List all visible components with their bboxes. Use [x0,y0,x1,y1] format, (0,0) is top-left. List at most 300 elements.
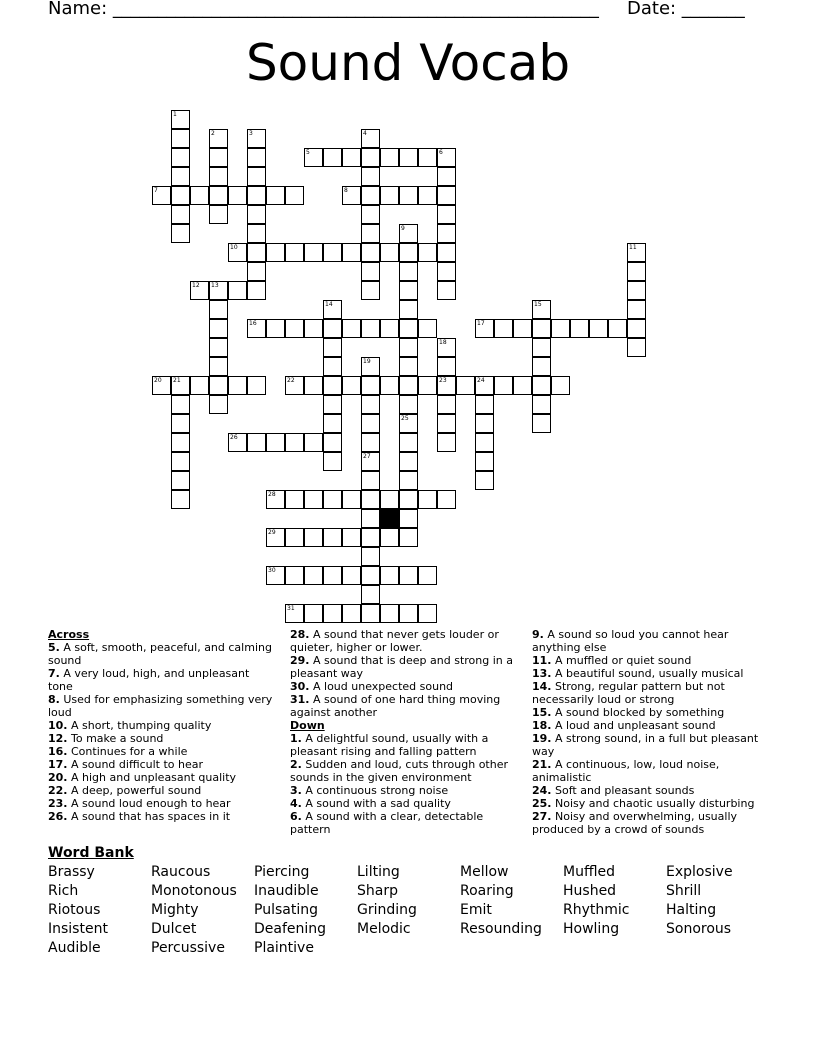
word-bank-item: Roaring [460,883,514,899]
grid-cell[interactable] [228,186,247,205]
word-bank-item: Muffled [563,864,615,880]
grid-cell[interactable] [247,224,266,243]
word-bank-item: Shrill [666,883,702,899]
grid-cell[interactable] [266,528,285,547]
word-bank-item: Sonorous [666,921,732,937]
grid-cell[interactable] [475,319,494,338]
grid-cell[interactable] [361,319,380,338]
grid-cell[interactable] [399,604,418,623]
word-bank-item: Inaudible [254,883,319,899]
grid-cell[interactable] [323,566,342,585]
word-bank-item: Resounding [460,921,542,937]
grid-cell[interactable] [361,433,380,452]
grid-cell[interactable] [380,243,399,262]
clue-number: 4 [363,130,367,137]
grid-cell[interactable] [171,148,190,167]
grid-cell[interactable] [323,452,342,471]
clue-number: 25 [401,415,409,422]
grid-cell[interactable] [418,186,437,205]
grid-cell[interactable] [380,604,399,623]
grid-cell[interactable] [361,224,380,243]
clue-number: 21 [173,377,181,384]
clue-number: 20 [154,377,162,384]
grid-cell[interactable] [399,490,418,509]
across-clue-7: 7. A very loud, high, and unpleasant tone [48,667,250,693]
grid-cell[interactable] [399,566,418,585]
down-clue-11: 11. A muffled or quiet sound [532,654,692,667]
grid-cell[interactable] [437,414,456,433]
grid-cell[interactable] [361,547,380,566]
grid-cell[interactable] [209,319,228,338]
across-clue-17: 17. A sound difficult to hear [48,758,204,771]
down-heading: Down [290,719,325,732]
grid-cell[interactable] [399,471,418,490]
grid-cell[interactable] [323,338,342,357]
grid-cell[interactable] [437,281,456,300]
grid-cell[interactable] [247,319,266,338]
down-clue-9: 9. A sound so loud you cannot hear anything else [532,628,729,654]
grid-cell[interactable] [399,281,418,300]
grid-cell[interactable] [437,357,456,376]
grid-cell[interactable] [361,471,380,490]
grid-cell[interactable] [361,509,380,528]
grid-cell[interactable] [209,357,228,376]
date-field-label: Date: _______ [627,0,745,19]
grid-cell[interactable] [361,566,380,585]
down-clue-19: 19. A strong sound, in a full but pleasant way [532,732,759,758]
down-clue-1: 1. A delightful sound, usually with a pleasant rising and falling pattern [290,732,489,758]
page-title: Sound Vocab [245,34,571,92]
grid-cell[interactable] [361,452,380,471]
grid-cell[interactable] [627,300,646,319]
word-bank-item: Dulcet [151,921,197,937]
clue-number: 7 [154,187,158,194]
grid-cell[interactable] [323,528,342,547]
grid-cell[interactable] [399,224,418,243]
grid-cell[interactable] [418,566,437,585]
grid-cell[interactable] [475,452,494,471]
grid-cell[interactable] [627,338,646,357]
grid-cell[interactable] [418,604,437,623]
word-bank-item: Plaintive [254,940,314,956]
word-bank-item: Halting [666,902,717,918]
grid-cell[interactable] [323,414,342,433]
grid-cell[interactable] [209,205,228,224]
grid-cell[interactable] [323,243,342,262]
grid-cell[interactable] [285,243,304,262]
grid-cell[interactable] [399,338,418,357]
clue-number: 5 [306,149,310,156]
grid-cell[interactable] [152,186,171,205]
grid-cell[interactable] [285,490,304,509]
grid-cell[interactable] [437,224,456,243]
grid-cell[interactable] [399,300,418,319]
grid-cell[interactable] [342,604,361,623]
word-bank-item: Riotous [48,902,101,918]
grid-cell[interactable] [475,376,494,395]
grid-cell[interactable] [171,167,190,186]
grid-cell[interactable] [342,243,361,262]
grid-cell[interactable] [361,129,380,148]
grid-cell[interactable] [532,357,551,376]
down-clue-4: 4. A sound with a sad quality [290,797,451,810]
grid-cell[interactable] [361,376,380,395]
grid-cell[interactable] [209,167,228,186]
grid-cell[interactable] [399,243,418,262]
grid-cell[interactable] [513,319,532,338]
word-bank-item: Monotonous [151,883,237,899]
across-clue-20: 20. A high and unpleasant quality [48,771,237,784]
grid-cell[interactable] [209,129,228,148]
down-clue-24: 24. Soft and pleasant sounds [532,784,695,797]
grid-cell[interactable] [551,376,570,395]
grid-cell[interactable] [247,205,266,224]
grid-cell[interactable] [399,509,418,528]
grid-cell[interactable] [399,452,418,471]
grid-cell[interactable] [399,528,418,547]
word-bank-item: Rich [48,883,79,899]
clue-number: 29 [268,529,276,536]
clue-number: 28 [268,491,276,498]
grid-cell[interactable] [342,376,361,395]
grid-cell[interactable] [285,528,304,547]
grid-cell[interactable] [361,281,380,300]
grid-cell[interactable] [627,319,646,338]
grid-block [380,509,399,528]
across-clue-22: 22. A deep, powerful sound [48,784,202,797]
clue-number: 16 [249,320,257,327]
grid-cell[interactable] [228,281,247,300]
grid-cell[interactable] [247,433,266,452]
grid-cell[interactable] [285,604,304,623]
clue-number: 15 [534,301,542,308]
grid-cell[interactable] [247,262,266,281]
grid-cell[interactable] [342,528,361,547]
down-clue-2: 2. Sudden and loud, cuts through other sounds in the given environment [290,758,509,784]
clue-number: 31 [287,605,295,612]
grid-cell[interactable] [342,490,361,509]
grid-cell[interactable] [323,300,342,319]
grid-cell[interactable] [475,471,494,490]
grid-cell[interactable] [285,433,304,452]
clues-column-2 [290,628,518,836]
across-clue-23: 23. A sound loud enough to hear [48,797,231,810]
grid-cell[interactable] [418,148,437,167]
grid-cell[interactable] [627,243,646,262]
down-clue-25: 25. Noisy and chaotic usually disturbing [532,797,755,810]
grid-cell[interactable] [247,129,266,148]
across-clue-29: 29. A sound that is deep and strong in a pleasant way [290,654,513,680]
grid-cell[interactable] [342,319,361,338]
grid-cell[interactable] [247,281,266,300]
grid-cell[interactable] [608,319,627,338]
clue-number: 8 [344,187,348,194]
grid-cell[interactable] [532,376,551,395]
clue-number: 1 [173,111,177,118]
word-bank-item: Emit [460,902,492,918]
grid-cell[interactable] [532,338,551,357]
grid-cell[interactable] [475,433,494,452]
across-clue-30: 30. A loud unexpected sound [290,680,454,693]
across-clue-31: 31. A sound of one hard thing moving against another [290,693,501,719]
word-bank [48,863,768,957]
word-bank-item: Rhythmic [563,902,630,918]
grid-cell[interactable] [171,414,190,433]
grid-cell[interactable] [437,376,456,395]
grid-cell[interactable] [361,604,380,623]
grid-cell[interactable] [323,357,342,376]
grid-cell[interactable] [266,243,285,262]
grid-cell[interactable] [437,490,456,509]
grid-cell[interactable] [209,281,228,300]
grid-cell[interactable] [551,319,570,338]
grid-cell[interactable] [418,376,437,395]
grid-cell[interactable] [437,243,456,262]
word-bank-item: Brassy [48,864,95,880]
clues-column-1 [48,628,276,823]
grid-cell[interactable] [494,376,513,395]
grid-cell[interactable] [380,376,399,395]
grid-cell[interactable] [437,262,456,281]
grid-cell[interactable] [513,376,532,395]
grid-cell[interactable] [361,395,380,414]
grid-cell[interactable] [342,186,361,205]
clue-number: 13 [211,282,219,289]
down-clue-15: 15. A sound blocked by something [532,706,725,719]
clue-number: 23 [439,377,447,384]
across-clue-8: 8. Used for emphasizing something very loud [48,693,273,719]
grid-cell[interactable] [304,319,323,338]
grid-cell[interactable] [247,148,266,167]
clue-number: 6 [439,149,443,156]
grid-cell[interactable] [380,566,399,585]
across-clue-5: 5. A soft, smooth, peaceful, and calming sound [48,641,272,667]
word-bank-title: Word Bank [48,845,134,861]
name-field-label: Name: ______________________________________________________ [48,0,599,19]
grid-cell[interactable] [266,566,285,585]
word-bank-item: Mellow [460,864,509,880]
grid-cell[interactable] [399,433,418,452]
grid-cell[interactable] [399,319,418,338]
grid-cell[interactable] [532,300,551,319]
word-bank-item: Piercing [254,864,310,880]
word-bank-item: Pulsating [254,902,318,918]
grid-cell[interactable] [380,319,399,338]
across-clue-10: 10. A short, thumping quality [48,719,212,732]
grid-cell[interactable] [437,205,456,224]
grid-cell[interactable] [285,566,304,585]
clue-number: 17 [477,320,485,327]
grid-cell[interactable] [361,414,380,433]
grid-cell[interactable] [171,376,190,395]
grid-cell[interactable] [361,490,380,509]
down-clue-14: 14. Strong, regular pattern but not necessarily loud or strong [532,680,725,706]
grid-cell[interactable] [399,376,418,395]
down-clue-3: 3. A continuous strong noise [290,784,449,797]
grid-cell[interactable] [399,186,418,205]
grid-cell[interactable] [209,338,228,357]
grid-cell[interactable] [342,148,361,167]
word-bank-item: Howling [563,921,620,937]
grid-cell[interactable] [475,414,494,433]
grid-cell[interactable] [304,490,323,509]
grid-cell[interactable] [627,262,646,281]
grid-cell[interactable] [171,205,190,224]
grid-cell[interactable] [304,604,323,623]
clue-number: 12 [192,282,200,289]
down-clue-21: 21. A continuous, low, loud noise, animalistic [532,758,720,784]
word-bank-item: Percussive [151,940,225,956]
grid-cell[interactable] [304,433,323,452]
grid-cell[interactable] [323,376,342,395]
grid-cell[interactable] [361,148,380,167]
grid-cell[interactable] [399,414,418,433]
grid-cell[interactable] [304,376,323,395]
grid-cell[interactable] [456,376,475,395]
grid-cell[interactable] [323,604,342,623]
across-heading: Across [48,628,90,641]
grid-cell[interactable] [266,490,285,509]
grid-cell[interactable] [418,319,437,338]
grid-cell[interactable] [171,433,190,452]
grid-cell[interactable] [247,243,266,262]
grid-cell[interactable] [627,281,646,300]
grid-cell[interactable] [266,319,285,338]
grid-cell[interactable] [418,490,437,509]
grid-cell[interactable] [171,110,190,129]
grid-cell[interactable] [323,395,342,414]
grid-cell[interactable] [399,395,418,414]
grid-cell[interactable] [266,433,285,452]
grid-cell[interactable] [361,357,380,376]
grid-cell[interactable] [361,205,380,224]
grid-cell[interactable] [437,148,456,167]
grid-cell[interactable] [399,148,418,167]
clue-number: 22 [287,377,295,384]
grid-cell[interactable] [342,566,361,585]
grid-cell[interactable] [266,186,285,205]
grid-cell[interactable] [209,148,228,167]
grid-cell[interactable] [171,129,190,148]
grid-cell[interactable] [361,528,380,547]
grid-cell[interactable] [380,490,399,509]
grid-cell[interactable] [228,376,247,395]
grid-cell[interactable] [494,319,513,338]
grid-cell[interactable] [437,395,456,414]
grid-cell[interactable] [285,186,304,205]
grid-cell[interactable] [247,167,266,186]
grid-cell[interactable] [323,433,342,452]
grid-cell[interactable] [209,186,228,205]
grid-cell[interactable] [171,490,190,509]
grid-cell[interactable] [437,433,456,452]
clue-number: 26 [230,434,238,441]
clue-number: 19 [363,358,371,365]
grid-cell[interactable] [475,395,494,414]
grid-cell[interactable] [247,186,266,205]
word-bank-item: Lilting [357,864,400,880]
word-bank-item: Explosive [666,864,733,880]
grid-cell[interactable] [171,395,190,414]
grid-cell[interactable] [399,357,418,376]
grid-cell[interactable] [152,376,171,395]
down-clue-6: 6. A sound with a clear, detectable pattern [290,810,484,836]
grid-cell[interactable] [532,395,551,414]
word-bank-item: Sharp [357,883,398,899]
grid-cell[interactable] [285,376,304,395]
grid-cell[interactable] [247,376,266,395]
grid-cell[interactable] [209,300,228,319]
grid-cell[interactable] [437,338,456,357]
across-clue-16: 16. Continues for a while [48,745,188,758]
grid-cell[interactable] [380,186,399,205]
grid-cell[interactable] [228,243,247,262]
grid-cell[interactable] [304,243,323,262]
word-bank-item: Audible [48,940,101,956]
word-bank-item: Grinding [357,902,417,918]
down-clue-13: 13. A beautiful sound, usually musical [532,667,744,680]
grid-cell[interactable] [361,167,380,186]
grid-cell[interactable] [361,262,380,281]
grid-cell[interactable] [361,243,380,262]
grid-cell[interactable] [323,319,342,338]
grid-cell[interactable] [190,186,209,205]
grid-cell[interactable] [304,566,323,585]
grid-cell[interactable] [323,490,342,509]
grid-cell[interactable] [304,528,323,547]
across-clue-12: 12. To make a sound [48,732,164,745]
word-bank-item: Deafening [254,921,327,937]
grid-cell[interactable] [171,471,190,490]
grid-cell[interactable] [380,148,399,167]
word-bank-item: Mighty [151,902,199,918]
word-bank-item: Hushed [563,883,617,899]
grid-cell[interactable] [532,414,551,433]
grid-cell[interactable] [209,376,228,395]
word-bank-item: Raucous [151,864,211,880]
grid-cell[interactable] [190,281,209,300]
grid-cell[interactable] [437,186,456,205]
grid-cell[interactable] [437,167,456,186]
grid-cell[interactable] [361,186,380,205]
grid-cell[interactable] [361,585,380,604]
grid-cell[interactable] [570,319,589,338]
across-clue-26: 26. A sound that has spaces in it [48,810,231,823]
clue-number: 18 [439,339,447,346]
grid-cell[interactable] [589,319,608,338]
word-bank-item: Insistent [48,921,108,937]
grid-cell[interactable] [399,262,418,281]
clue-number: 27 [363,453,371,460]
grid-cell[interactable] [323,148,342,167]
grid-cell[interactable] [171,452,190,471]
grid-cell[interactable] [171,224,190,243]
grid-cell[interactable] [304,148,323,167]
grid-cell[interactable] [171,186,190,205]
grid-cell[interactable] [190,376,209,395]
clue-number: 24 [477,377,485,384]
grid-cell[interactable] [380,528,399,547]
word-bank-item: Melodic [357,921,411,937]
down-clue-18: 18. A loud and unpleasant sound [532,719,716,732]
grid-cell[interactable] [228,433,247,452]
clue-number: 11 [629,244,637,251]
grid-cell[interactable] [532,319,551,338]
clues-column-3 [532,628,768,836]
grid-cell[interactable] [209,395,228,414]
grid-cell[interactable] [285,319,304,338]
grid-cell[interactable] [418,243,437,262]
